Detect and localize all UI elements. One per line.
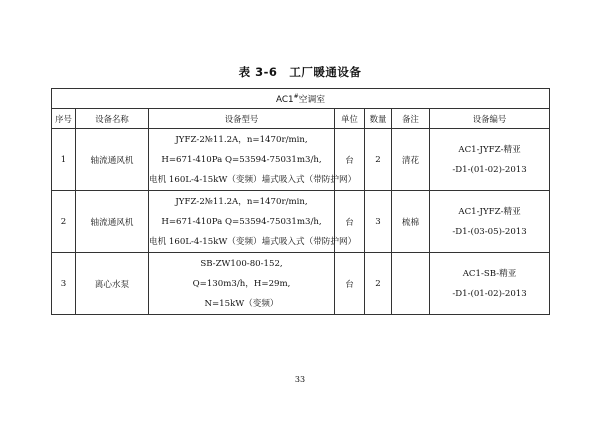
row-model-line: H=671-410Pa Q=53594-75031m3/h, — [161, 216, 322, 227]
column-header-model: 设备型号 — [149, 109, 335, 129]
row-index: 3 — [52, 253, 76, 315]
row-model-line: 电机 160L-4-15kW（变频）墙式吸入式（带防护网） — [149, 236, 357, 247]
row-equipment-name: 轴流通风机 — [76, 129, 149, 191]
column-header-unit: 单位 — [335, 109, 365, 129]
row-code — [430, 129, 550, 191]
row-model-line: 电机 160L-4-15kW（变频）墙式吸入式（带防护网） — [149, 174, 357, 185]
row-model-line: N=15kW（变频） — [204, 298, 279, 309]
row-model — [149, 191, 357, 253]
section-label — [52, 89, 550, 109]
row-unit: 台 — [335, 191, 365, 253]
row-qty: 2 — [365, 129, 392, 191]
column-header-note: 备注 — [392, 109, 430, 129]
table-title: 表 3-6 工厂暖通设备 — [238, 65, 362, 79]
row-model-line: Q=130m3/h，H=29m, — [192, 278, 291, 289]
row-note: 梳棉 — [392, 191, 430, 253]
row-code — [430, 253, 550, 315]
row-note: 清花 — [392, 129, 430, 191]
row-model-line: H=671-410Pa Q=53594-75031m3/h, — [161, 154, 322, 165]
table-row — [52, 191, 550, 253]
row-model-line: JYFZ-2№11.2A，n=1470r/min, — [175, 196, 308, 207]
row-code-line: -D1-(01-02)-2013 — [452, 164, 527, 175]
row-code-line: AC1-JYFZ-精亚 — [458, 144, 521, 155]
section-label-sup: # — [293, 93, 299, 100]
row-index: 2 — [52, 191, 76, 253]
row-qty: 2 — [365, 253, 392, 315]
row-equipment-name: 轴流通风机 — [76, 191, 149, 253]
column-header-qty: 数量 — [365, 109, 392, 129]
header-row — [52, 109, 550, 129]
row-model-line: JYFZ-2№11.2A，n=1470r/min, — [175, 134, 308, 145]
column-header-name: 设备名称 — [76, 109, 149, 129]
row-unit: 台 — [335, 253, 365, 315]
row-note — [392, 253, 430, 315]
section-label-rest: 空调室 — [298, 95, 326, 105]
table-row — [52, 253, 550, 315]
table-row — [52, 129, 550, 191]
row-code-line: AC1-SB-精亚 — [462, 268, 517, 279]
equipment-table — [51, 88, 550, 315]
row-model — [149, 129, 357, 191]
row-code-line: -D1-(03-05)-2013 — [452, 226, 527, 237]
row-code — [430, 191, 550, 253]
page-number: 33 — [294, 375, 306, 384]
row-model — [149, 253, 335, 315]
row-index: 1 — [52, 129, 76, 191]
section-row — [52, 89, 550, 109]
row-model-line: SB-ZW100-80-152, — [200, 258, 283, 269]
column-header-index: 序号 — [52, 109, 76, 129]
column-header-code: 设备编号 — [430, 109, 550, 129]
section-label-main: AC1 — [276, 95, 294, 105]
row-code-line: -D1-(01-02)-2013 — [452, 288, 527, 299]
row-code-line: AC1-JYFZ-精亚 — [458, 206, 521, 217]
row-qty: 3 — [365, 191, 392, 253]
row-unit: 台 — [335, 129, 365, 191]
row-equipment-name: 离心水泵 — [76, 253, 149, 315]
